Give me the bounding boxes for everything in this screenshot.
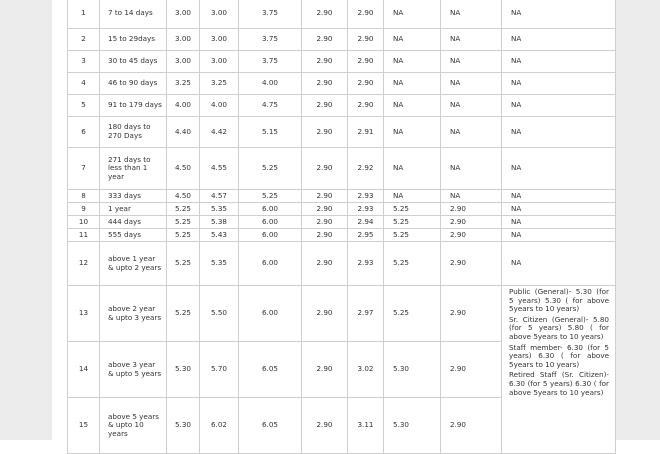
cell-c6: NA (384, 29, 441, 51)
cell-c1: 4.00 (167, 95, 200, 117)
cell-c2: 5.38 (200, 216, 239, 229)
remark-text: Retired Staff (Sr. Citizen)- 6.30 (for 5 years) 6.30 ( for above 5years to 10 years) (509, 370, 609, 397)
cell-c1: 5.25 (167, 229, 200, 242)
table-row (68, 51, 616, 73)
cell-c3: 3.75 (239, 29, 302, 51)
cell-c7: NA (441, 148, 502, 190)
table-row (68, 286, 616, 342)
cell-c8: NA (502, 242, 616, 286)
cell-c1: 3.25 (167, 73, 200, 95)
cell-tenor: 1 year (100, 203, 167, 216)
cell-c5: 2.95 (348, 229, 384, 242)
cell-tenor: 180 days to 270 Days (100, 117, 167, 148)
right-margin (616, 0, 660, 440)
cell-c7: 2.90 (441, 398, 502, 454)
cell-c3: 6.00 (239, 229, 302, 242)
cell-tenor: 271 days to less than 1 year (100, 148, 167, 190)
cell-c2: 5.35 (200, 242, 239, 286)
cell-c8: NA (502, 216, 616, 229)
cell-c8: NA (502, 117, 616, 148)
cell-c7: 2.90 (441, 242, 502, 286)
cell-sno: 10 (68, 216, 100, 229)
cell-c5: 2.97 (348, 286, 384, 342)
cell-c4: 2.90 (302, 190, 348, 203)
cell-c2: 4.42 (200, 117, 239, 148)
remarks-cell (502, 286, 616, 454)
cell-c4: 2.90 (302, 398, 348, 454)
cell-c7: NA (441, 51, 502, 73)
cell-c5: 2.90 (348, 29, 384, 51)
cell-c2: 3.00 (200, 0, 239, 29)
cell-tenor: 15 to 29days (100, 29, 167, 51)
cell-c1: 3.00 (167, 51, 200, 73)
cell-c7: NA (441, 190, 502, 203)
cell-sno: 12 (68, 242, 100, 286)
cell-sno: 13 (68, 286, 100, 342)
cell-c8: NA (502, 29, 616, 51)
cell-c3: 6.00 (239, 286, 302, 342)
cell-c6: NA (384, 95, 441, 117)
cell-c6: 5.25 (384, 203, 441, 216)
cell-c1: 5.25 (167, 242, 200, 286)
cell-c7: 2.90 (441, 216, 502, 229)
cell-sno: 2 (68, 29, 100, 51)
cell-c8: NA (502, 229, 616, 242)
cell-c1: 5.30 (167, 342, 200, 398)
cell-c8: NA (502, 203, 616, 216)
cell-c4: 2.90 (302, 342, 348, 398)
cell-c3: 6.00 (239, 242, 302, 286)
cell-c3: 6.05 (239, 398, 302, 454)
cell-sno: 6 (68, 117, 100, 148)
cell-tenor: above 1 year & upto 2 years (100, 242, 167, 286)
cell-tenor: 91 to 179 days (100, 95, 167, 117)
cell-c6: NA (384, 73, 441, 95)
cell-c3: 6.05 (239, 342, 302, 398)
cell-c1: 5.30 (167, 398, 200, 454)
remark-text: Public (General)- 5.30 (for 5 years) 5.30 ( for above 5years to 10 years) (509, 287, 609, 314)
cell-c8: NA (502, 0, 616, 29)
cell-tenor: 46 to 90 days (100, 73, 167, 95)
cell-c4: 2.90 (302, 51, 348, 73)
cell-c2: 6.02 (200, 398, 239, 454)
cell-c5: 2.93 (348, 203, 384, 216)
cell-c1: 3.00 (167, 0, 200, 29)
table-body (68, 0, 616, 454)
cell-c1: 5.25 (167, 203, 200, 216)
cell-c5: 3.11 (348, 398, 384, 454)
cell-c5: 2.92 (348, 148, 384, 190)
cell-sno: 9 (68, 203, 100, 216)
cell-c2: 5.43 (200, 229, 239, 242)
cell-tenor: 555 days (100, 229, 167, 242)
cell-c5: 2.94 (348, 216, 384, 229)
cell-tenor: 7 to 14 days (100, 0, 167, 29)
cell-c7: NA (441, 29, 502, 51)
cell-sno: 1 (68, 0, 100, 29)
table-row (68, 117, 616, 148)
cell-c4: 2.90 (302, 216, 348, 229)
cell-c5: 2.93 (348, 242, 384, 286)
cell-c5: 2.91 (348, 117, 384, 148)
cell-c7: 2.90 (441, 229, 502, 242)
cell-sno: 3 (68, 51, 100, 73)
table-row (68, 73, 616, 95)
cell-sno: 7 (68, 148, 100, 190)
cell-c3: 3.75 (239, 0, 302, 29)
cell-c1: 4.40 (167, 117, 200, 148)
table-row (68, 95, 616, 117)
cell-c3: 6.00 (239, 203, 302, 216)
cell-c4: 2.90 (302, 286, 348, 342)
cell-c7: 2.90 (441, 203, 502, 216)
cell-c8: NA (502, 73, 616, 95)
cell-c2: 3.25 (200, 73, 239, 95)
cell-c2: 4.00 (200, 95, 239, 117)
cell-c3: 3.75 (239, 51, 302, 73)
cell-c1: 3.00 (167, 29, 200, 51)
cell-c5: 2.93 (348, 190, 384, 203)
cell-c4: 2.90 (302, 229, 348, 242)
cell-c3: 5.25 (239, 190, 302, 203)
cell-c8: NA (502, 95, 616, 117)
cell-c5: 2.90 (348, 95, 384, 117)
left-margin (0, 0, 52, 440)
cell-c3: 4.00 (239, 73, 302, 95)
cell-c2: 4.55 (200, 148, 239, 190)
cell-tenor: above 3 year & upto 5 years (100, 342, 167, 398)
cell-c5: 2.90 (348, 0, 384, 29)
table-row (68, 148, 616, 190)
cell-c7: 2.90 (441, 286, 502, 342)
cell-c7: NA (441, 73, 502, 95)
table-row (68, 216, 616, 229)
cell-c4: 2.90 (302, 95, 348, 117)
remark-text: Sr. Citizen (General)- 5.80 (for 5 years) 5.80 ( for above 5years to 10 years) (509, 314, 609, 341)
cell-c4: 2.90 (302, 0, 348, 29)
remark-text: Staff member- 6.30 (for 5 years) 6.30 ( for above 5years to 10 years) (509, 342, 609, 369)
cell-sno: 14 (68, 342, 100, 398)
cell-c1: 4.50 (167, 148, 200, 190)
cell-c4: 2.90 (302, 203, 348, 216)
cell-c4: 2.90 (302, 117, 348, 148)
cell-c6: NA (384, 51, 441, 73)
cell-c6: 5.30 (384, 342, 441, 398)
cell-c7: 2.90 (441, 342, 502, 398)
interest-rate-table (67, 0, 616, 454)
cell-c4: 2.90 (302, 148, 348, 190)
cell-c8: NA (502, 190, 616, 203)
cell-tenor: 333 days (100, 190, 167, 203)
cell-c5: 3.02 (348, 342, 384, 398)
cell-c8: NA (502, 148, 616, 190)
table-row (68, 0, 616, 29)
cell-c3: 5.15 (239, 117, 302, 148)
cell-c4: 2.90 (302, 29, 348, 51)
table-row (68, 190, 616, 203)
cell-c4: 2.90 (302, 73, 348, 95)
cell-c1: 5.25 (167, 286, 200, 342)
cell-c6: 5.25 (384, 286, 441, 342)
cell-c5: 2.90 (348, 73, 384, 95)
cell-tenor: above 2 year & upto 3 years (100, 286, 167, 342)
cell-tenor: 30 to 45 days (100, 51, 167, 73)
cell-sno: 8 (68, 190, 100, 203)
cell-c2: 5.50 (200, 286, 239, 342)
table-row (68, 229, 616, 242)
cell-c2: 5.35 (200, 203, 239, 216)
cell-c6: NA (384, 190, 441, 203)
cell-c8: NA (502, 51, 616, 73)
cell-c3: 6.00 (239, 216, 302, 229)
cell-sno: 4 (68, 73, 100, 95)
cell-c2: 3.00 (200, 51, 239, 73)
cell-c6: 5.25 (384, 229, 441, 242)
cell-c6: NA (384, 148, 441, 190)
cell-c6: 5.30 (384, 398, 441, 454)
table-row (68, 29, 616, 51)
cell-c6: 5.25 (384, 216, 441, 229)
cell-c7: NA (441, 117, 502, 148)
cell-sno: 5 (68, 95, 100, 117)
cell-sno: 15 (68, 398, 100, 454)
table-row (68, 203, 616, 216)
cell-c6: NA (384, 0, 441, 29)
cell-c2: 3.00 (200, 29, 239, 51)
cell-c3: 4.75 (239, 95, 302, 117)
cell-c7: NA (441, 0, 502, 29)
cell-c2: 5.70 (200, 342, 239, 398)
cell-c7: NA (441, 95, 502, 117)
cell-c2: 4.57 (200, 190, 239, 203)
cell-tenor: 444 days (100, 216, 167, 229)
table-row (68, 242, 616, 286)
cell-sno: 11 (68, 229, 100, 242)
cell-c4: 2.90 (302, 242, 348, 286)
cell-c1: 4.50 (167, 190, 200, 203)
cell-c1: 5.25 (167, 216, 200, 229)
cell-tenor: above 5 years & upto 10 years (100, 398, 167, 454)
cell-c5: 2.90 (348, 51, 384, 73)
cell-c3: 5.25 (239, 148, 302, 190)
cell-c6: 5.25 (384, 242, 441, 286)
cell-c6: NA (384, 117, 441, 148)
